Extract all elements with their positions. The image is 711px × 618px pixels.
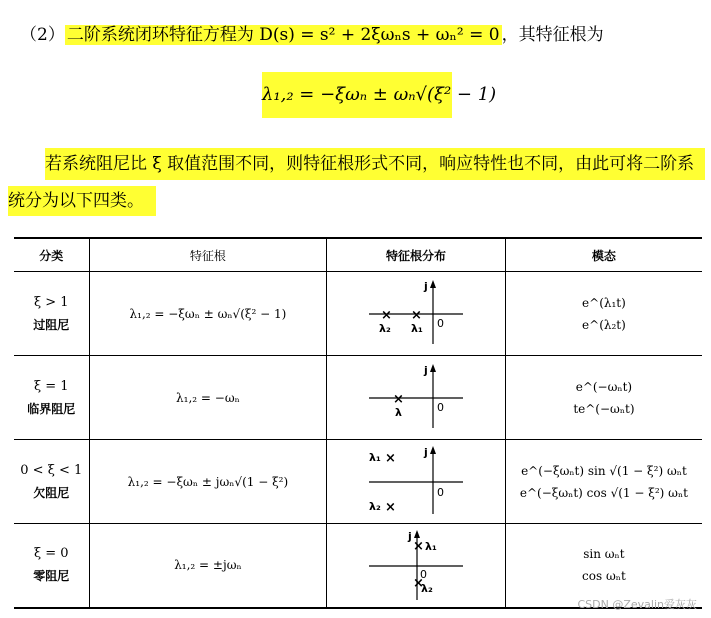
pole-label: λ₁ [425,539,437,553]
pole-marker: × [393,392,404,407]
mode-term: e^(λ₂t) [582,317,626,332]
origin-label: 0 [437,317,445,330]
s-plane-diagram [361,526,471,602]
pole-label: λ [395,406,403,419]
j-axis-label: j [408,529,412,543]
watermark: CSDN @Zevalin爱灰灰 [577,598,697,611]
mode-term: e^(λ₁t) [582,295,626,310]
root-equation: λ₁,₂ = −ξωₙ ± ωₙ√(ξ² − 1) [262,72,452,118]
table-row [14,356,702,440]
damping-name: 欠阻尼 [33,485,70,500]
modes-cell [505,272,702,356]
table-row [14,272,702,356]
category-cell [14,272,89,356]
mode-term: sin ωₙt [583,547,625,562]
distribution-cell [327,524,506,608]
s-plane-diagram [361,360,471,432]
modes-cell [505,440,702,524]
paragraph-line-2: 统分为以下四类。 [8,186,156,216]
root-cell: λ₁,₂ = −ωₙ [89,356,327,440]
intro-prefix: （2） [20,25,65,45]
intro-suffix: ，其特征根为 [501,25,604,45]
header-category: 分类 [14,238,89,272]
pole-label: λ₁ [369,451,381,464]
damping-condition: ξ = 0 [33,546,69,562]
pole-marker: × [413,575,424,591]
distribution-cell [327,440,506,524]
pole-label: λ₂ [421,581,433,595]
origin-label: 0 [437,486,445,499]
distribution-cell [327,356,506,440]
distribution-cell [327,272,506,356]
root-cell: λ₁,₂ = −ξωₙ ± ωₙ√(ξ² − 1) [89,272,327,356]
table-row [14,524,702,608]
pole-label: λ₂ [379,322,391,335]
damping-name: 零阻尼 [33,569,70,584]
pole-marker: × [413,538,424,554]
j-axis-label: j [424,364,428,377]
category-cell [14,356,89,440]
damping-condition: ξ = 1 [33,378,69,394]
classification-table [14,237,702,609]
j-axis-label: j [424,446,428,459]
s-plane-diagram [361,442,471,518]
j-axis-label: j [424,280,428,293]
damping-condition: ξ > 1 [33,294,69,310]
pole-marker: × [385,451,396,466]
modes-cell [505,356,702,440]
root-cell: λ₁,₂ = ±jωₙ [89,524,327,608]
header-distribution: 特征根分布 [327,238,506,272]
damping-condition: 0 < ξ < 1 [20,462,83,478]
damping-name: 过阻尼 [33,317,70,332]
modes-cell [505,524,702,608]
intro-text: 二阶系统闭环特征方程为 D(s) = s² + 2ξωₙs + ωₙ² = 0 [66,25,500,45]
pole-label: λ₁ [411,322,423,335]
origin-label: 0 [420,567,428,581]
origin-label: 0 [437,401,445,414]
s-plane-diagram [361,276,471,348]
pole-label: λ₂ [369,500,381,513]
table-header-row [14,238,702,272]
damping-name: 临界阻尼 [27,401,76,416]
mode-term: e^(−ωₙt) [575,379,633,394]
root-cell: λ₁,₂ = −ξωₙ ± jωₙ√(1 − ξ²) [89,440,327,524]
header-modes: 模态 [505,238,702,272]
mode-term: e^(−ξωₙt) cos √(1 − ξ²) ωₙt [519,485,688,500]
header-root: 特征根 [89,238,327,272]
table-row [14,440,702,524]
category-cell [14,524,89,608]
intro-line [20,20,604,50]
pole-marker: × [381,308,392,323]
category-cell [14,440,89,524]
mode-term: e^(−ξωₙt) sin √(1 − ξ²) ωₙt [521,463,687,478]
pole-marker: × [411,308,422,323]
pole-marker: × [385,500,396,515]
paragraph-line-1: 若系统阻尼比 ξ 取值范围不同，则特征根形式不同，响应特性也不同，由此可将二阶系 [45,148,705,180]
mode-term: te^(−ωₙt) [573,401,635,416]
mode-term: cos ωₙt [582,569,626,584]
